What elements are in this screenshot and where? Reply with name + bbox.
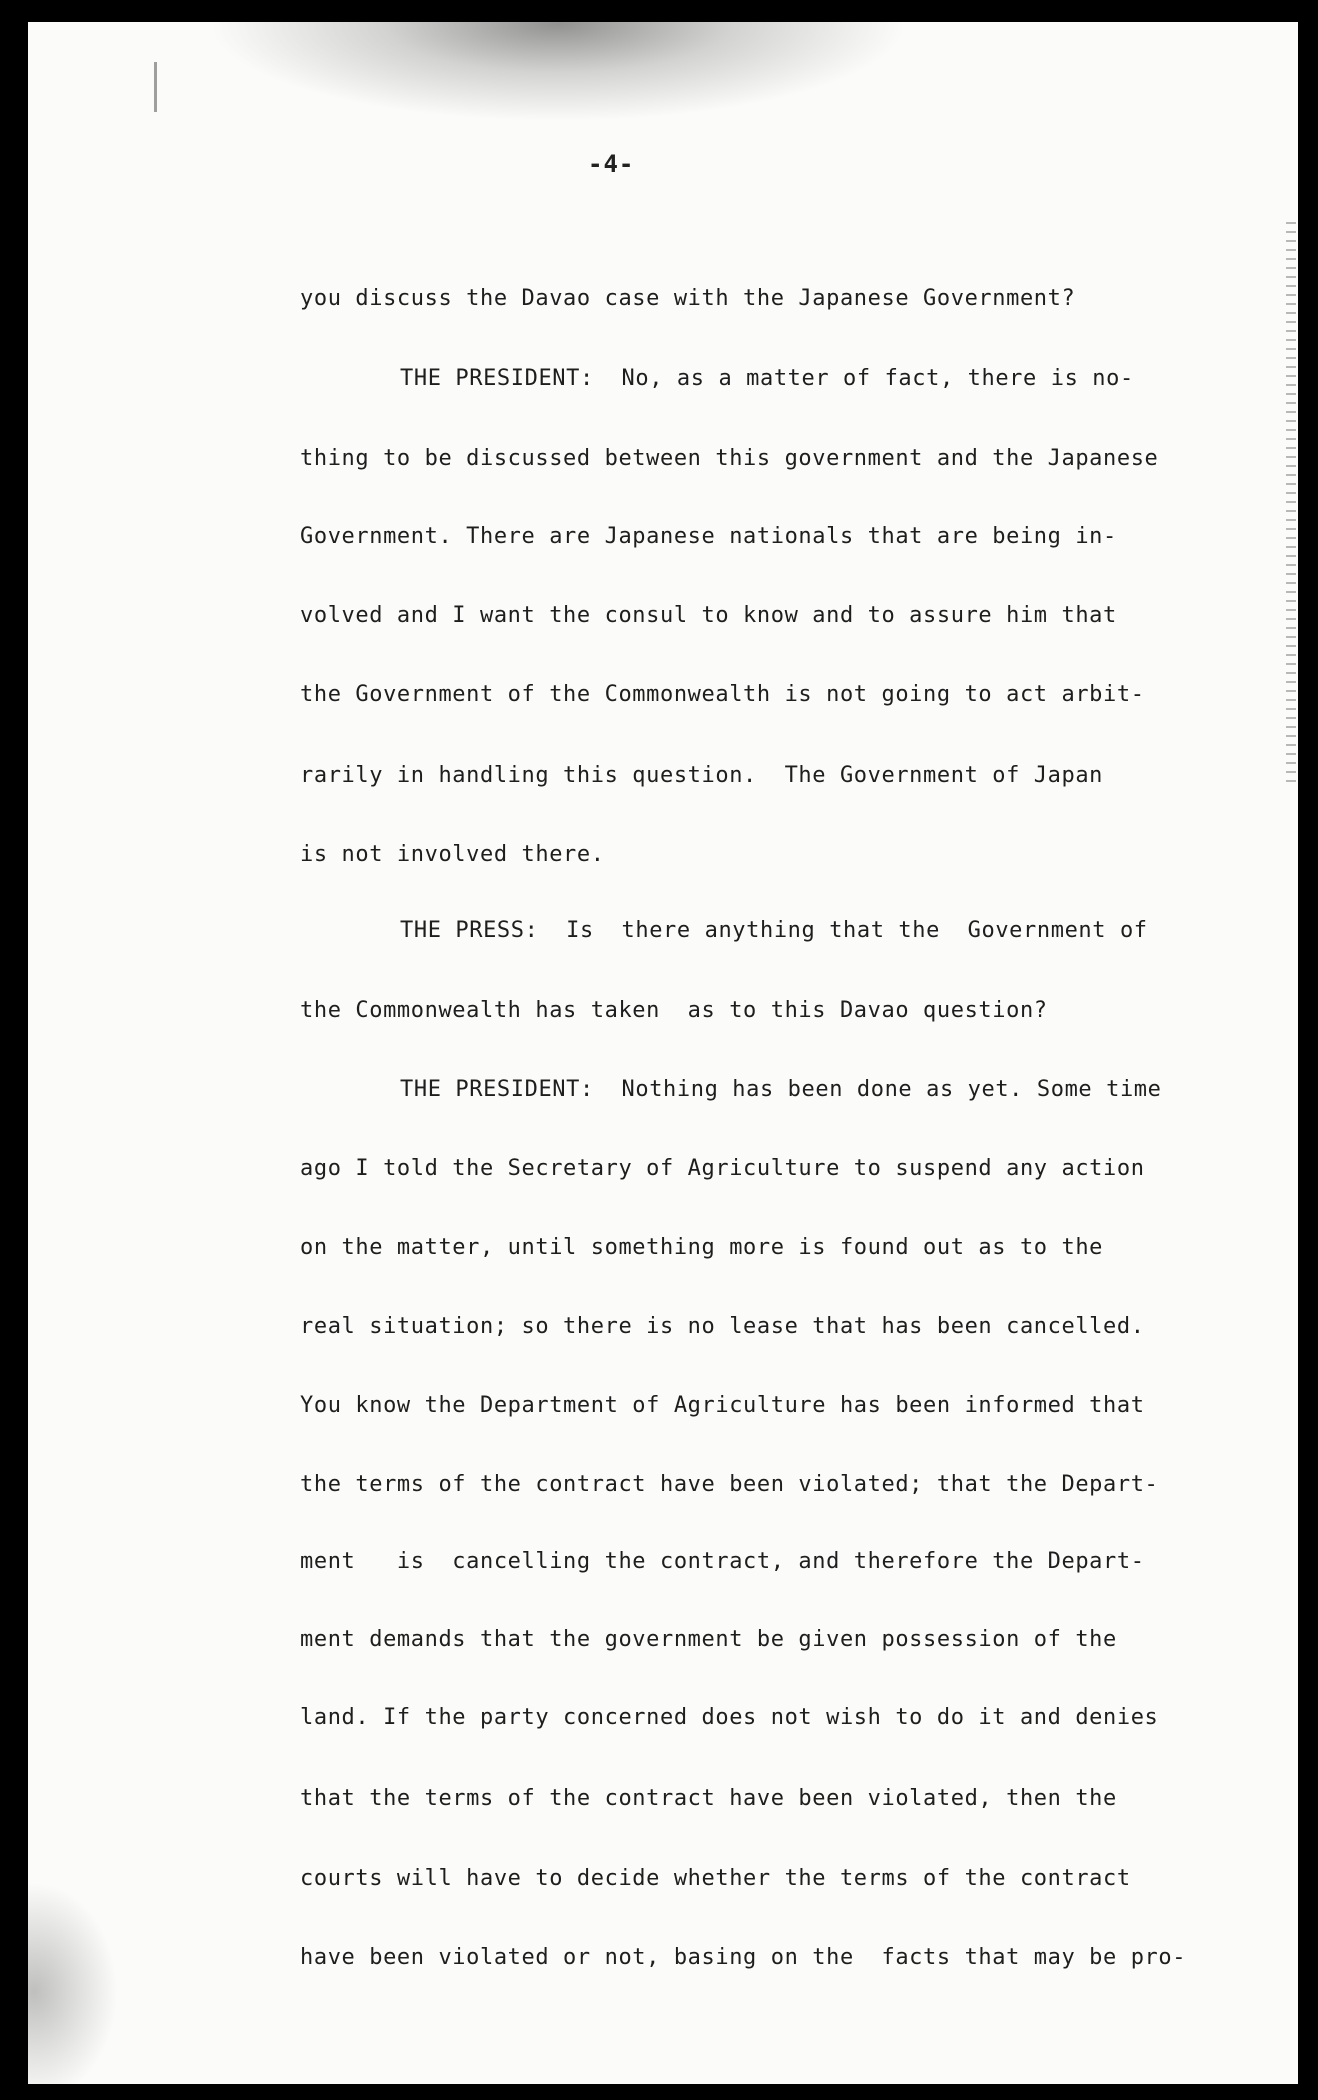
text-line: land. If the party concerned does not wish to do it and denies [300, 1705, 1159, 1730]
text-line: Government. There are Japanese nationals that are being in- [300, 524, 1117, 549]
text-line: the terms of the contract have been violated; that the Depart- [300, 1472, 1159, 1497]
text-line: ment demands that the government be given possession of the [300, 1627, 1117, 1652]
page-number: -4- [588, 150, 635, 178]
text-line: THE PRESIDENT: No, as a matter of fact, there is no- [400, 366, 1134, 391]
text-line: real situation; so there is no lease that has been cancelled. [300, 1314, 1145, 1339]
text-line: ment is cancelling the contract, and therefore the Depart- [300, 1549, 1145, 1574]
text-line: that the terms of the contract have been violated, then the [300, 1786, 1117, 1811]
scan-edge-mark [154, 62, 157, 112]
scan-right-edge-noise [1286, 222, 1296, 782]
text-line: You know the Department of Agriculture has been informed that [300, 1393, 1145, 1418]
text-line: volved and I want the consul to know and to assure him that [300, 603, 1117, 628]
text-line: the Government of the Commonwealth is not going to act arbit- [300, 682, 1145, 707]
text-line: is not involved there. [300, 842, 605, 867]
text-line: rarily in handling this question. The Government of Japan [300, 763, 1104, 788]
text-line: THE PRESIDENT: Nothing has been done as yet. Some time [400, 1077, 1162, 1102]
text-line: you discuss the Davao case with the Japanese Government? [300, 286, 1076, 311]
document-page [28, 22, 1298, 2084]
text-line: THE PRESS: Is there anything that the Government of [400, 918, 1148, 943]
text-line: have been violated or not, basing on the facts that may be pro- [300, 1945, 1187, 1970]
scan-smudge-bottom-left [28, 1882, 118, 2084]
text-line: the Commonwealth has taken as to this Davao question? [300, 998, 1048, 1023]
text-line: on the matter, until something more is found out as to the [300, 1235, 1104, 1260]
text-line: courts will have to decide whether the terms of the contract [300, 1866, 1131, 1891]
text-line: thing to be discussed between this government and the Japanese [300, 446, 1159, 471]
text-line: ago I told the Secretary of Agriculture to suspend any action [300, 1156, 1145, 1181]
scan-smudge-top [208, 22, 908, 122]
